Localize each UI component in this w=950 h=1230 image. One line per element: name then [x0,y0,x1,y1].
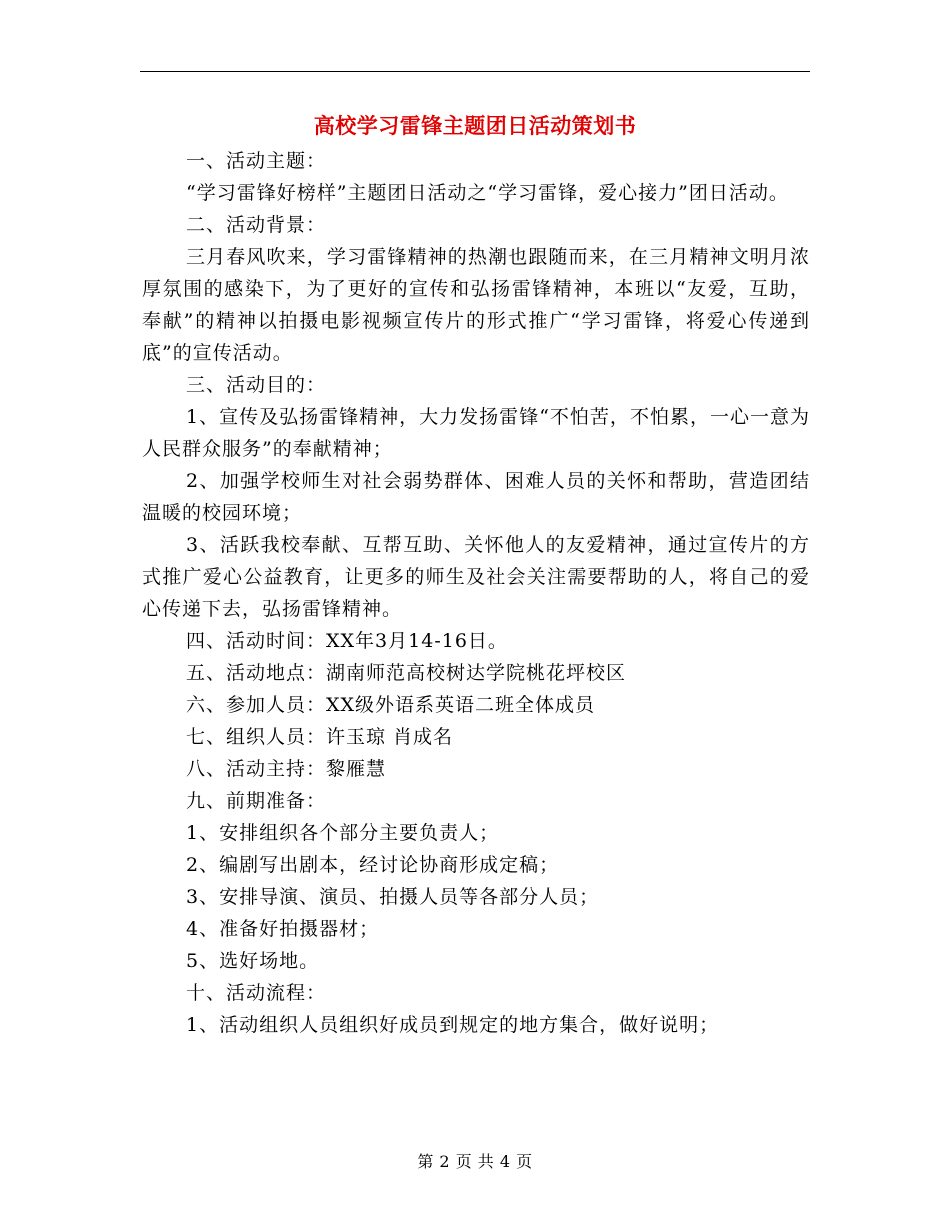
paragraph-background: 三月春风吹来，学习雷锋精神的热潮也跟随而来，在三月精神文明月浓厚氛围的感染下，为了更好的宣传和弘扬雷锋精神，本班以“友爱，互助，奉献”的精神以拍摄电影视频宣传片的形式推广“学习雷锋，将爱心传递到底”的宣传活动。 [142,246,810,364]
header-rule [140,71,810,72]
purpose-item-1: 1、宣传及弘扬雷锋精神，大力发扬雷锋“不怕苦，不怕累，一心一意为人民群众服务”的奉献精神； [142,406,810,460]
section-heading-background: 二、活动背景： [186,214,327,236]
section-heading-preparation: 九、前期准备： [186,790,327,812]
document-body [142,145,810,1041]
process-item-1: 1、活动组织人员组织好成员到规定的地方集合，做好说明； [186,1014,720,1036]
preparation-item-2: 2、编剧写出剧本，经讨论协商形成定稿； [186,854,560,876]
participants: 六、参加人员：XX级外语系英语二班全体成员 [186,694,596,716]
paragraph-theme: “学习雷锋好榜样”主题团日活动之“学习雷锋，爱心接力”团日活动。 [186,182,789,204]
section-heading-theme: 一、活动主题： [186,150,327,172]
preparation-item-5: 5、选好场地。 [186,950,320,972]
section-heading-purpose: 三、活动目的： [186,374,327,396]
activity-time: 四、活动时间：XX年3月14-16日。 [186,630,508,652]
preparation-item-3: 3、安排导演、演员、拍摄人员等各部分人员； [186,886,600,908]
activity-location: 五、活动地点：湖南师范高校树达学院桃花坪校区 [186,662,627,684]
organizers: 七、组织人员：许玉琼 肖成名 [186,726,454,748]
page-number-footer: 第 2 页 共 4 页 [417,1152,533,1171]
document-title: 高校学习雷锋主题团日活动策划书 [313,114,637,138]
preparation-item-4: 4、准备好拍摄器材； [186,918,380,940]
purpose-item-2: 2、加强学校师生对社会弱势群体、困难人员的关怀和帮助，营造团结温暖的校园环境； [142,470,810,524]
section-heading-process: 十、活动流程： [186,982,327,1004]
preparation-item-1: 1、安排组织各个部分主要负责人； [186,822,500,844]
host: 八、活动主持：黎雁慧 [186,758,387,780]
purpose-item-3: 3、活跃我校奉献、互帮互助、关怀他人的友爱精神，通过宣传片的方式推广爱心公益教育，让更多的师生及社会关注需要帮助的人，将自己的爱心传递下去，弘扬雷锋精神。 [142,534,810,620]
